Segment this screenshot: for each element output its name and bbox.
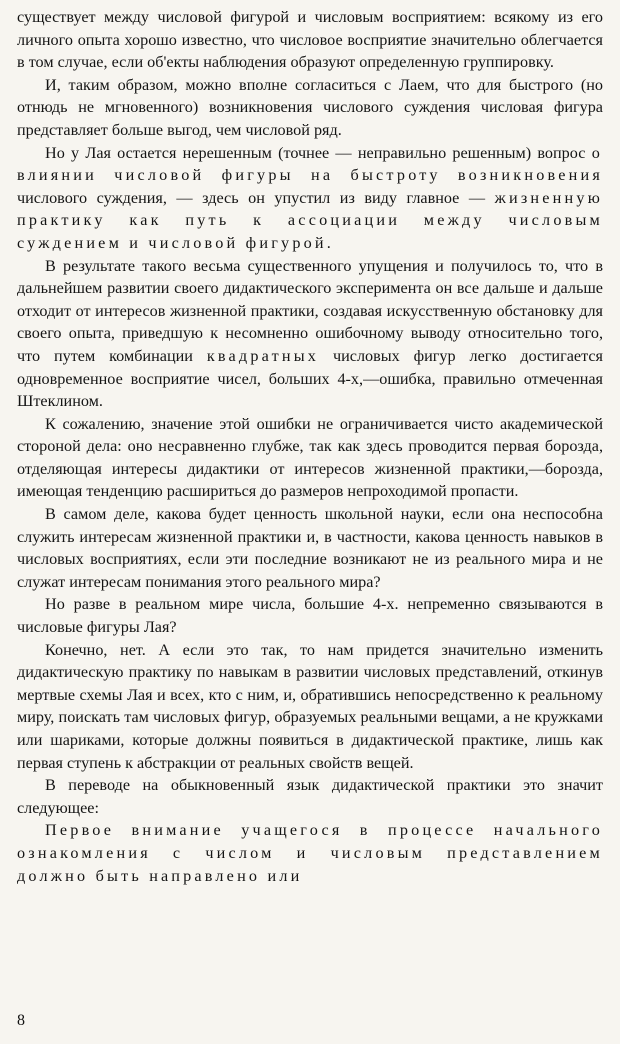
paragraph bbox=[17, 255, 603, 413]
paragraph-text: Конечно, нет. А если это так, то нам придется значительно изменить дидактическую практику по навыкам в развитии числовых представлений, откинув мертвые схемы Лая и всех, кто с ним, и, обратившись непосредственно к реальному миру, поискать там числовых фигур, образуемых реальными вещами, а не кружками или шариками, которые должны появиться в дидактической практике, лишь как первая ступень к абстракции от реальных свойств вещей. bbox=[17, 640, 603, 772]
paragraph bbox=[17, 413, 603, 503]
paragraph-text: числовых фигур легко достигается одновременное восприятие чисел, больших 4-х,—ошибка, правильно отмеченная Штеклином. bbox=[17, 346, 603, 411]
paragraph-text: В самом деле, какова будет ценность школьной науки, если она неспособна служить интересам жизненной практики и, в частности, какова ценность навыков в числовых восприятиях, если эти последние возникают не из реального мира и не служат интересам понимания этого реального мира? bbox=[17, 505, 603, 591]
paragraph-text: Но у Лая остается нерешенным (точнее — неправильно решенным) вопрос bbox=[45, 143, 592, 162]
paragraph bbox=[17, 142, 603, 255]
paragraph bbox=[17, 74, 603, 142]
paragraph-text: существует между числовой фигурой и числовым восприятием: всякому из его личного опыта хорошо известно, что числовое восприятие значительно облегчается в том случае, если об'екты наблюдения образуют определенную группировку. bbox=[17, 8, 603, 72]
paragraph-text: И, таким образом, можно вполне согласиться с Лаем, что для быстрого (но отнюдь не мгновенного) возникновения числового суждения числовая фигура представляет больше выгод, чем числовой ряд. bbox=[17, 75, 603, 139]
paragraph bbox=[17, 639, 603, 775]
paragraph bbox=[17, 819, 603, 887]
spaced-emphasis-text: Первое внимание учащегося в процессе начального ознакомления с числом и числовым представлением должно быть направлено или bbox=[17, 821, 603, 885]
paragraph-text: В результате такого весьма существенного упущения и получилось то, что в дальнейшем развитии своего дидактического эксперимента он все дальше и дальше отходит от интересов жизненной практики, создавая искусственную обстановку для своего опыта, приведшую к несомненно ошибочному выводу относительно того, что путем комбинации bbox=[17, 256, 603, 365]
paragraph bbox=[17, 503, 603, 593]
page-body bbox=[17, 6, 603, 887]
spaced-emphasis-text: жизненную практику как путь к ассоциации между числовым суждением и числовой фигурой. bbox=[17, 188, 603, 252]
paragraph bbox=[17, 774, 603, 819]
spaced-emphasis-text: о влиянии числовой фигуры на быстроту возникновения bbox=[17, 143, 603, 185]
paragraph-text: К сожалению, значение этой ошибки не ограничивается чисто академической стороной дела: оно несравненно глубже, так как здесь проводится первая борозда, отделяющая интересы дидактики от интересов жизненной практики,—борозда, имеющая тенденцию расшириться до размеров непроходимой пропасти. bbox=[17, 414, 603, 501]
paragraph-text: числового суждения, — здесь он упустил из виду главное — bbox=[17, 188, 495, 207]
page-number: 8 bbox=[17, 1012, 25, 1029]
paragraph-text: Но разве в реальном мире числа, большие 4-х. непременно связываются в числовые фигуры Лая? bbox=[17, 595, 603, 637]
paragraph bbox=[17, 6, 603, 74]
paragraph bbox=[17, 593, 603, 638]
spaced-emphasis-text: квадратных bbox=[206, 346, 320, 365]
paragraph-text: В переводе на обыкновенный язык дидактической практики это значит следующее: bbox=[17, 776, 603, 817]
